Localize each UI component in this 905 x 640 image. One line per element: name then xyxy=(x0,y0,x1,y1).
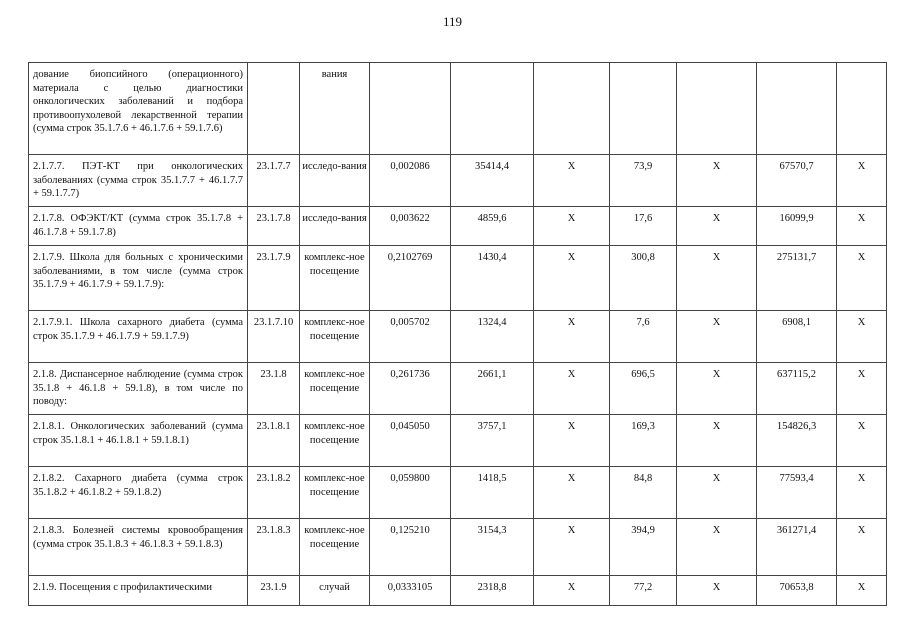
row-col1-cell xyxy=(534,63,610,155)
row-col4-cell: 77593,4 xyxy=(757,467,837,519)
row-col1-cell: X xyxy=(534,207,610,246)
table-row xyxy=(29,363,887,415)
row-cost-cell: 1418,5 xyxy=(451,467,534,519)
row-cost-cell: 3154,3 xyxy=(451,519,534,576)
row-name-cell: 2.1.8.2. Сахарного диабета (сумма строк 35.1.8.2 + 46.1.8.2 + 59.1.8.2) xyxy=(29,467,248,519)
row-col1-cell: X xyxy=(534,519,610,576)
row-col3-cell: X xyxy=(677,415,757,467)
row-unit-cell: комплекс-ное посещение xyxy=(300,415,370,467)
page-number: 119 xyxy=(442,14,463,29)
row-name-cell: дование биопсийного (операционного) материала с целью диагностики онкологических заболеваний и подбора противоопухолевой лекарственной терапии (сумма строк 35.1.7.6 + 46.1.7.6 + 59.1.7.6) xyxy=(29,63,248,155)
row-col2-cell: 394,9 xyxy=(610,519,677,576)
row-cost-cell: 3757,1 xyxy=(451,415,534,467)
row-unit-cell: комплекс-ное посещение xyxy=(300,363,370,415)
row-col4-cell: 637115,2 xyxy=(757,363,837,415)
row-norm-cell: 0,045050 xyxy=(370,415,451,467)
row-cost-cell: 2318,8 xyxy=(451,576,534,606)
row-col5-cell: X xyxy=(837,576,887,606)
table-row xyxy=(29,311,887,363)
row-name-cell: 2.1.7.7. ПЭТ-КТ при онкологических заболеваниях (сумма строк 35.1.7.7 + 46.1.7.7 + 59.1.7.7) xyxy=(29,155,248,207)
row-unit-cell: исследо-вания xyxy=(300,207,370,246)
row-col3-cell: X xyxy=(677,155,757,207)
row-col2-cell: 84,8 xyxy=(610,467,677,519)
row-col5-cell: X xyxy=(837,207,887,246)
row-cost-cell: 1324,4 xyxy=(451,311,534,363)
row-name-cell: 2.1.9. Посещения с профилактическими xyxy=(29,576,248,606)
row-code-cell: 23.1.9 xyxy=(248,576,300,606)
row-col4-cell: 6908,1 xyxy=(757,311,837,363)
row-cost-cell: 1430,4 xyxy=(451,246,534,311)
row-cost-cell: 2661,1 xyxy=(451,363,534,415)
row-col2-cell: 696,5 xyxy=(610,363,677,415)
row-col3-cell: X xyxy=(677,467,757,519)
row-col1-cell: X xyxy=(534,311,610,363)
row-cost-cell xyxy=(451,63,534,155)
row-col5-cell: X xyxy=(837,467,887,519)
row-norm-cell: 0,059800 xyxy=(370,467,451,519)
row-col5-cell: X xyxy=(837,155,887,207)
row-code-cell: 23.1.7.8 xyxy=(248,207,300,246)
tariff-table xyxy=(28,62,887,606)
row-col5-cell: X xyxy=(837,415,887,467)
row-col5-cell xyxy=(837,63,887,155)
row-code-cell xyxy=(248,63,300,155)
row-col3-cell: X xyxy=(677,246,757,311)
row-col1-cell: X xyxy=(534,467,610,519)
row-col4-cell: 16099,9 xyxy=(757,207,837,246)
row-name-cell: 2.1.8.1. Онкологических заболеваний (сумма строк 35.1.8.1 + 46.1.8.1 + 59.1.8.1) xyxy=(29,415,248,467)
row-col2-cell: 17,6 xyxy=(610,207,677,246)
row-col1-cell: X xyxy=(534,246,610,311)
row-code-cell: 23.1.7.9 xyxy=(248,246,300,311)
table-row xyxy=(29,519,887,576)
row-col2-cell: 73,9 xyxy=(610,155,677,207)
row-name-cell: 2.1.7.9.1. Школа сахарного диабета (сумма строк 35.1.7.9 + 46.1.7.9 + 59.1.7.9) xyxy=(29,311,248,363)
row-code-cell: 23.1.8.3 xyxy=(248,519,300,576)
row-col2-cell: 300,8 xyxy=(610,246,677,311)
row-col1-cell: X xyxy=(534,155,610,207)
table-row xyxy=(29,246,887,311)
table-row xyxy=(29,415,887,467)
row-norm-cell: 0,261736 xyxy=(370,363,451,415)
row-col2-cell: 7,6 xyxy=(610,311,677,363)
row-unit-cell: случай xyxy=(300,576,370,606)
row-unit-cell: исследо-вания xyxy=(300,155,370,207)
row-col1-cell: X xyxy=(534,363,610,415)
row-col1-cell: X xyxy=(534,415,610,467)
row-norm-cell: 0,002086 xyxy=(370,155,451,207)
row-col4-cell: 154826,3 xyxy=(757,415,837,467)
row-norm-cell: 0,2102769 xyxy=(370,246,451,311)
row-norm-cell: 0,003622 xyxy=(370,207,451,246)
row-name-cell: 2.1.7.8. ОФЭКТ/КТ (сумма строк 35.1.7.8 + 46.1.7.8 + 59.1.7.8) xyxy=(29,207,248,246)
table-row xyxy=(29,467,887,519)
row-col4-cell: 275131,7 xyxy=(757,246,837,311)
row-cost-cell: 4859,6 xyxy=(451,207,534,246)
table-row xyxy=(29,155,887,207)
row-col3-cell xyxy=(677,63,757,155)
row-unit-cell: комплекс-ное посещение xyxy=(300,246,370,311)
row-col4-cell: 67570,7 xyxy=(757,155,837,207)
row-col2-cell: 77,2 xyxy=(610,576,677,606)
row-name-cell: 2.1.8. Диспансерное наблюдение (сумма строк 35.1.8 + 46.1.8 + 59.1.8), в том числе по поводу: xyxy=(29,363,248,415)
row-code-cell: 23.1.7.10 xyxy=(248,311,300,363)
row-col3-cell: X xyxy=(677,363,757,415)
table-row xyxy=(29,207,887,246)
row-unit-cell: комплекс-ное посещение xyxy=(300,311,370,363)
row-code-cell: 23.1.8.1 xyxy=(248,415,300,467)
row-col1-cell: X xyxy=(534,576,610,606)
row-name-cell: 2.1.8.3. Болезней системы кровообращения (сумма строк 35.1.8.3 + 46.1.8.3 + 59.1.8.3) xyxy=(29,519,248,576)
row-code-cell: 23.1.8.2 xyxy=(248,467,300,519)
table-row xyxy=(29,63,887,155)
row-col3-cell: X xyxy=(677,519,757,576)
row-col3-cell: X xyxy=(677,311,757,363)
row-norm-cell: 0,005702 xyxy=(370,311,451,363)
row-code-cell: 23.1.8 xyxy=(248,363,300,415)
row-unit-cell: комплекс-ное посещение xyxy=(300,467,370,519)
row-col4-cell: 361271,4 xyxy=(757,519,837,576)
row-col5-cell: X xyxy=(837,311,887,363)
row-unit-cell: вания xyxy=(300,63,370,155)
row-col3-cell: X xyxy=(677,207,757,246)
row-col4-cell xyxy=(757,63,837,155)
row-col2-cell: 169,3 xyxy=(610,415,677,467)
row-col5-cell: X xyxy=(837,246,887,311)
row-unit-cell: комплекс-ное посещение xyxy=(300,519,370,576)
row-name-cell: 2.1.7.9. Школа для больных с хроническими заболеваниями, в том числе (сумма строк 35.1.7.9 + 46.1.7.9 + 59.1.7.9): xyxy=(29,246,248,311)
table-row xyxy=(29,576,887,606)
row-cost-cell: 35414,4 xyxy=(451,155,534,207)
row-col5-cell: X xyxy=(837,519,887,576)
row-norm-cell: 0,125210 xyxy=(370,519,451,576)
row-col3-cell: X xyxy=(677,576,757,606)
row-norm-cell: 0,0333105 xyxy=(370,576,451,606)
row-col2-cell xyxy=(610,63,677,155)
row-col5-cell: X xyxy=(837,363,887,415)
row-norm-cell xyxy=(370,63,451,155)
row-col4-cell: 70653,8 xyxy=(757,576,837,606)
row-code-cell: 23.1.7.7 xyxy=(248,155,300,207)
